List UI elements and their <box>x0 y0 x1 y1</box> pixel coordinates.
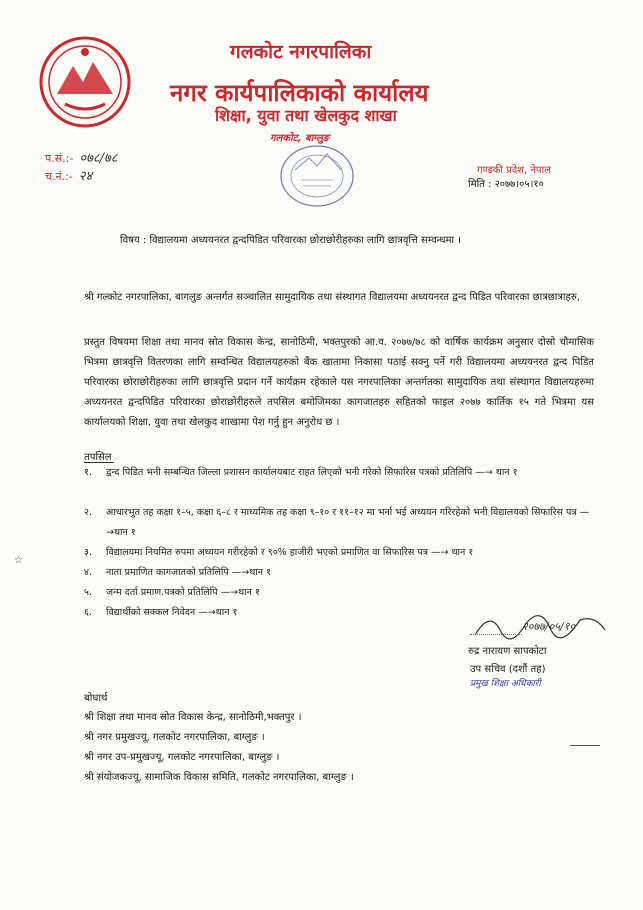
list-item-text: विद्यालयमा नियमित रुपमा अध्ययन गरीरहेको र ९०% हाजीरी भएको प्रमाणित वा सिफारिस पत्र —→ थान १ <box>106 547 474 558</box>
cc-item: श्री शिक्षा तथा मानव स्रोत विकास केन्द्र, सानोठिमी,भक्तपुर । <box>84 712 302 723</box>
cc-item: श्री संयोजकज्यू, सामाजिक विकास समिति, गलकोट नगरपालिका, बाग्लुङ । <box>84 772 354 783</box>
list-item-number: ३. <box>84 547 92 558</box>
list-item-text: जन्म दर्ता प्रमाण.पत्रको प्रतिलिपि —→थान १ <box>106 587 260 598</box>
cn-value: २४ <box>78 169 93 184</box>
salutation: श्री गल्कोट नगरपालिका, बागलुङ अन्तर्गत सञ्चालित सामुदायिक तथा संस्थागत विद्यालयमा अध्ययनरत द्वन्द पिडित परिवारका छात्रछात्राहरु, <box>84 292 580 303</box>
subject-line: विषय : विद्यालयमा अध्ययनरत द्वन्दपिडित परिवारका छोराछोरीहरुका लागि छात्रवृत्ति सम्वन्धमा । <box>120 235 462 246</box>
office-name: नगर कार्यपालिकाको कार्यालय <box>170 79 429 107</box>
list-item-text: नाता प्रमाणित कागजातको प्रतिलिपि —→थान १ <box>106 567 272 578</box>
signature-date: २०७७/०५/१० <box>522 620 576 633</box>
location: गलकोट, बाग्लुङ <box>270 133 330 144</box>
signature-line <box>470 634 522 635</box>
list-item-number: २. <box>84 507 92 518</box>
list-item-text: द्वन्द पिडित भनी सम्बन्धित जिल्ला प्रशासन कार्यालयबाट राहत लिएको भनी गरेको सिफारिस पत्रको प्रतिलिपि —→ थान १ <box>106 467 518 478</box>
cc-list <box>84 708 354 788</box>
cc-heading: बोधार्थ <box>84 693 108 704</box>
cn-label: च.नं.:- <box>45 170 73 183</box>
list-item-number: ४. <box>84 567 92 578</box>
tapsil-heading: तपसिल <box>84 452 112 463</box>
signatory-title: उप सचिव (दशौं तह) <box>470 664 546 675</box>
letter-date: मिति : २०७७।०५।१० <box>468 179 544 190</box>
signatory-name: रुद्र नारायण सापकोटा <box>468 646 547 657</box>
list-item-number: ५. <box>84 587 92 598</box>
list-item-text: विद्यार्थीको सक्कल निवेदन —→थान १ <box>106 607 238 618</box>
ps-label: प.सं.:- <box>45 152 74 165</box>
municipality-name: गलकोट नगरपालिका <box>230 41 372 63</box>
province: गण्डकी प्रदेश, नेपाल <box>477 165 551 176</box>
ps-value: ०७८/७८ <box>79 151 118 166</box>
office-stamp-icon <box>265 136 370 216</box>
list-item-text: आधारभुत तह कक्षा १–५, कक्षा ६–८ र माध्यमिक तह कक्षा ९–१० र ११–१२ मा भर्ना भई अध्ययन गरिरहेको भनी विद्यालयको सिफारिस पत्र —→थान १ <box>106 507 590 538</box>
cc-item: श्री नगर उप-प्रमुखज्यू, गलकोट नगरपालिका, बाग्लुङ । <box>84 752 280 763</box>
margin-dash <box>570 745 600 746</box>
signatory-stamp: प्रमुख शिक्षा अधिकारी <box>470 679 541 689</box>
body-paragraph: प्रस्तुत विषयमा शिक्षा तथा मानव स्रोत विकास केन्द्र, सानोठिमी, भक्तपुरको आ.व. २०७७/७८ को वार्षिक कार्यक्रम अनुसार दोस्रो चौमासिक भित्रमा छात्रवृत्ति वितरणका लागि सम्वन्धित विद्यालयहरुको बैंक खातामा निकासा पठाई सक्नु पर्ने गरी विद्यालयमा अध्ययनरत द्वन्द पिडित परिवारका छोराछोरीहरुका लागि छात्रवृत्ति प्रदान गर्ने कार्यक्रम रहेकाले यस नगरपालिका अन्तर्गतका सामुदायिक तथा संस्थागत विद्यालयहरुमा अध्ययनरत द्वन्दपिडित परिवारका छोराछोरीहरुले तपसिल बमोजिमका कागजातहरु सहितको फाइल २०७७ कार्तिक १५ गते भित्रमा यस कार्यालयको शिक्षा, युवा तथा खेलकुद शाखामा पेश गर्नु हुन अनुरोध छ । <box>84 337 594 428</box>
nepal-emblem-icon <box>35 32 135 132</box>
cc-item: श्री नगर प्रमुखज्यू, गलकोट नगरपालिका, बाग्लुङ । <box>84 732 265 743</box>
list-item-number: ६. <box>84 607 92 618</box>
margin-mark: ☆ <box>14 555 23 566</box>
section-name: शिक्षा, युवा तथा खेलकुद शाखा <box>215 106 397 125</box>
reference-numbers <box>45 148 118 184</box>
list-item-number: १. <box>84 467 92 478</box>
